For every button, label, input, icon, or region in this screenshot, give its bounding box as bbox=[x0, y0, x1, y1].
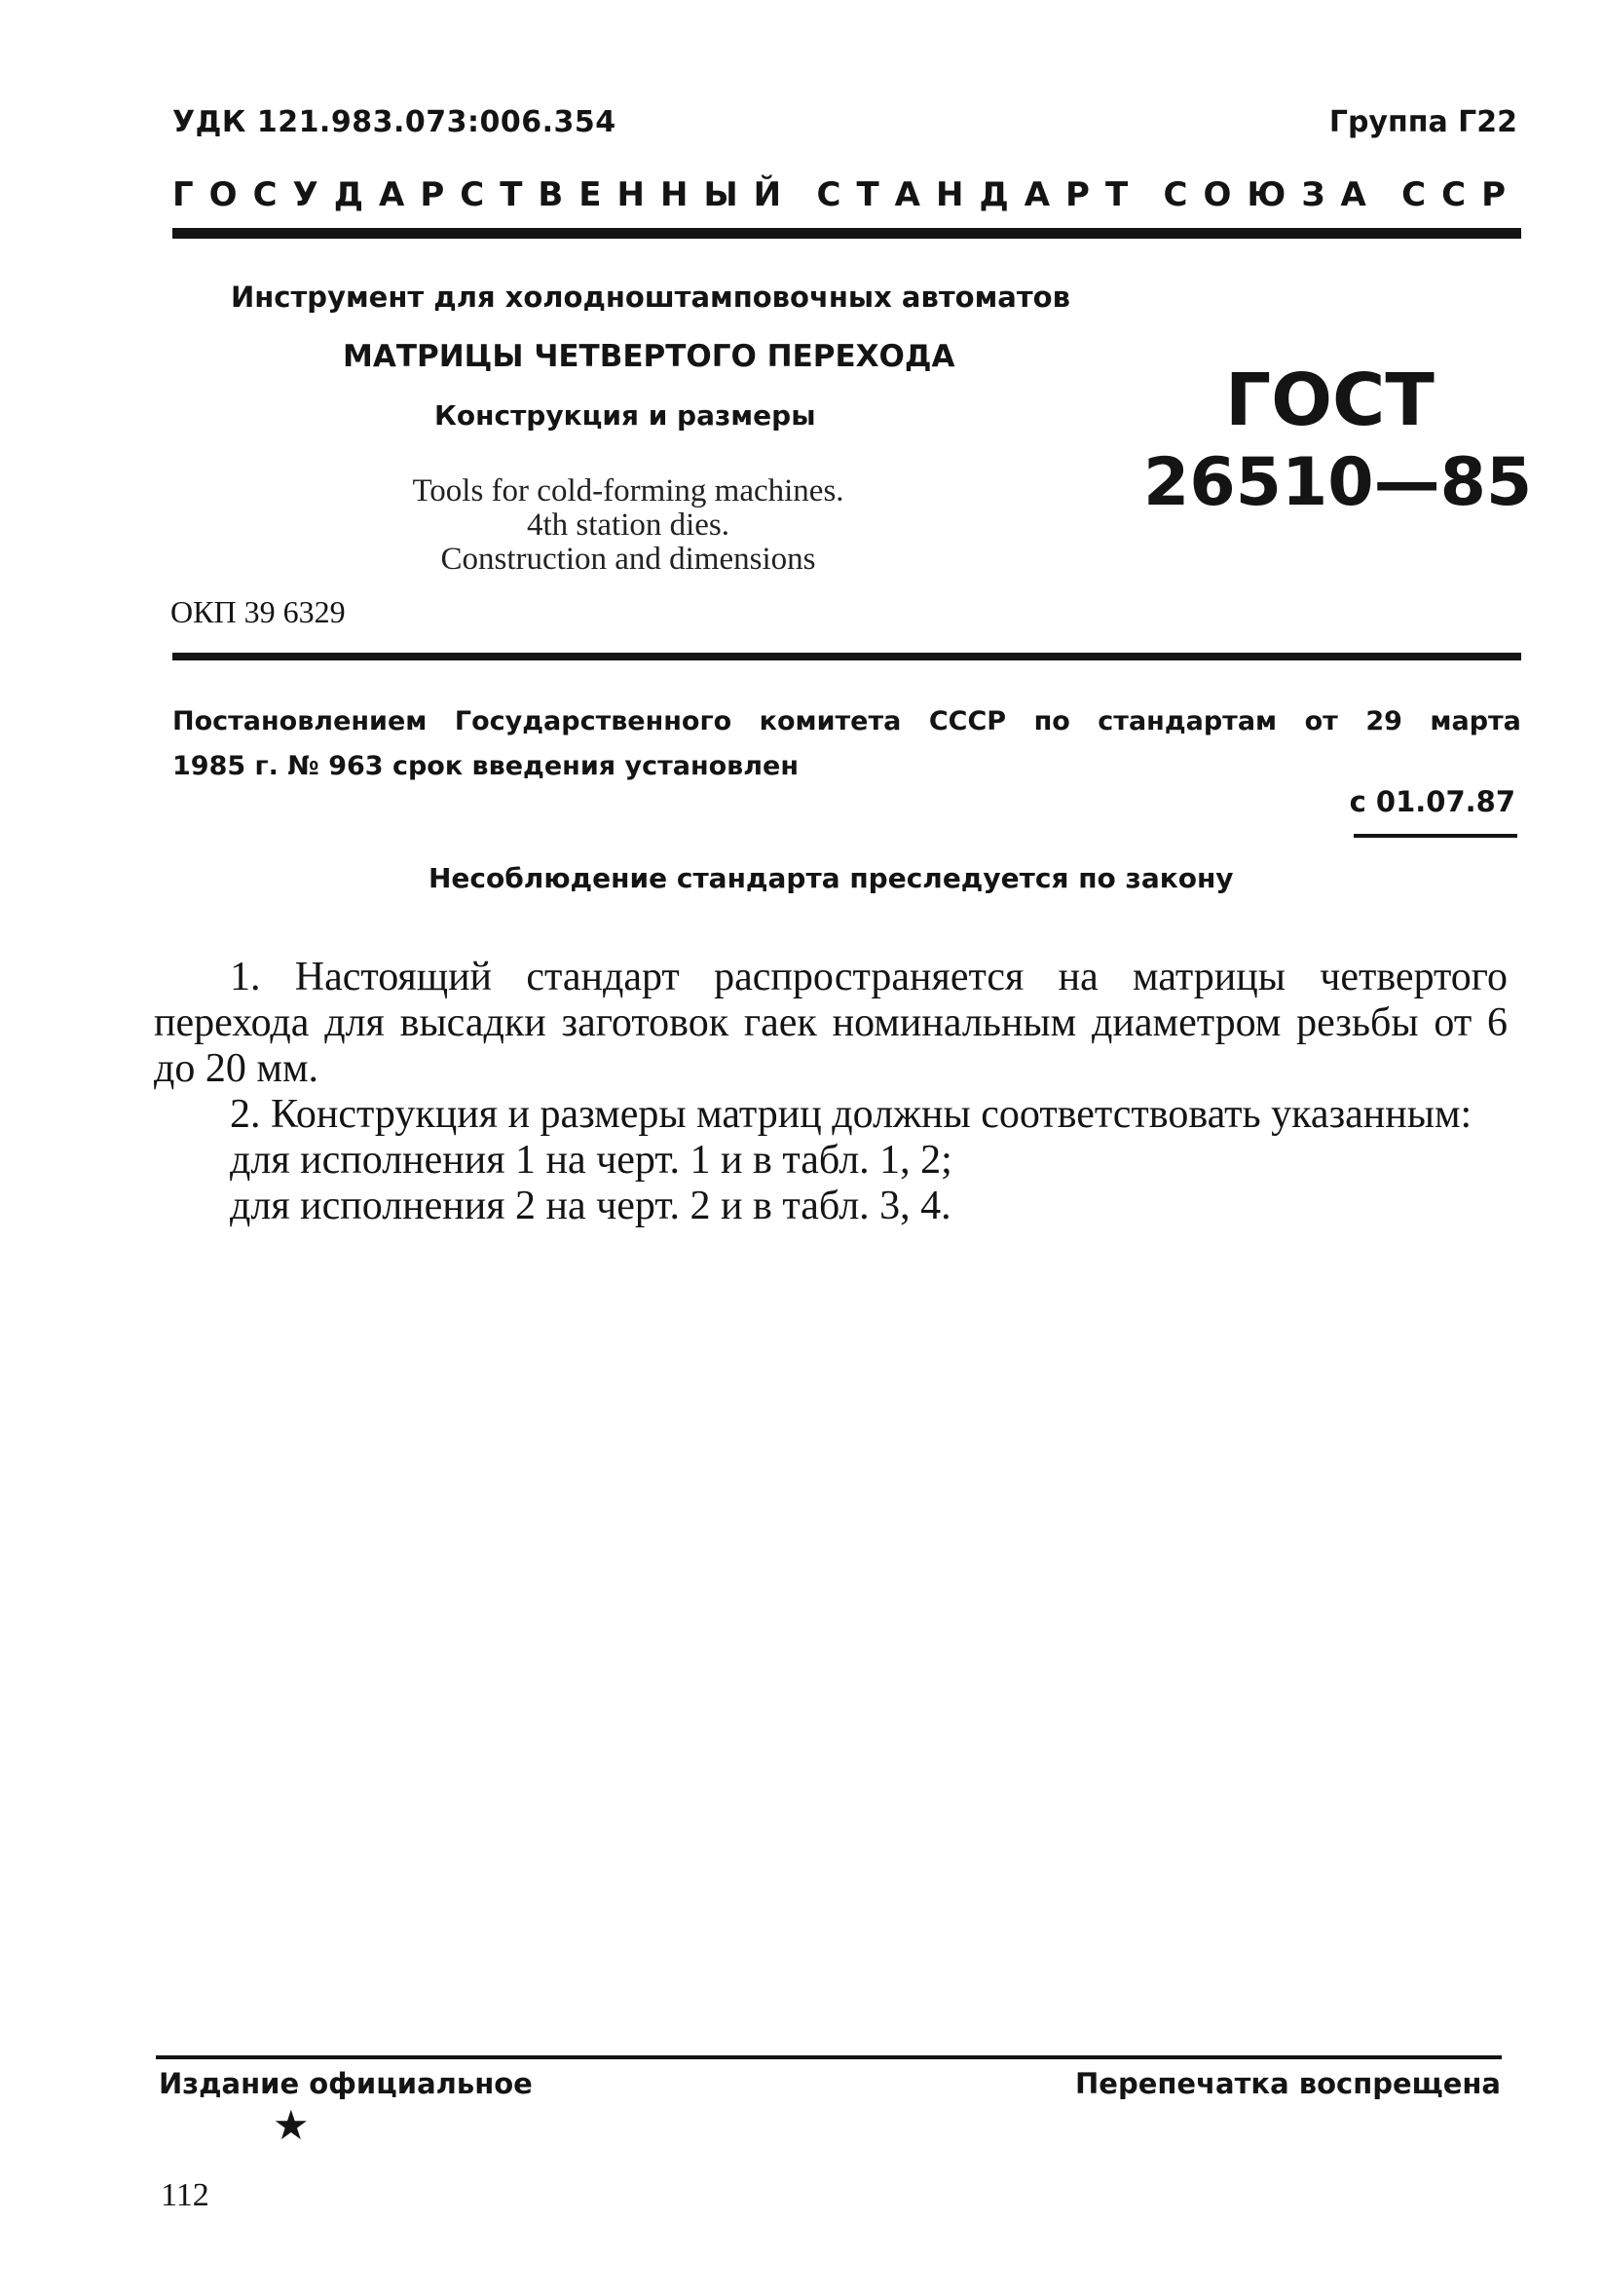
star-icon: ★ bbox=[273, 2104, 310, 2149]
state-standard-banner bbox=[172, 175, 1521, 214]
decree-word: комитета bbox=[759, 706, 902, 736]
udk-code: УДК 121.983.073:006.354 bbox=[172, 105, 616, 139]
banner-word-state: ГОСУДАРСТВЕННЫЙ bbox=[172, 175, 798, 214]
standard-title: МАТРИЦЫ ЧЕТВЕРТОГО ПЕРЕХОДА bbox=[343, 339, 955, 374]
english-title-line: Construction and dimensions bbox=[440, 542, 816, 577]
group-code: Группа Г22 bbox=[1328, 105, 1517, 139]
decree-word: стандартам bbox=[1098, 706, 1278, 736]
top-divider bbox=[172, 228, 1521, 239]
paragraph-2: 2. Конструкция и размеры матриц должны соответствовать указанным: bbox=[230, 1092, 1473, 1137]
banner-word-union: СОЮЗА bbox=[1163, 175, 1382, 214]
banner-word-ussr: ССР bbox=[1401, 175, 1521, 214]
reprint-prohibited-label: Перепечатка воспрещена bbox=[1075, 2067, 1501, 2100]
decree-word: от bbox=[1304, 706, 1338, 736]
middle-divider bbox=[172, 653, 1521, 660]
decree-word: 29 bbox=[1365, 706, 1402, 736]
page-number: 112 bbox=[161, 2177, 209, 2213]
body-text bbox=[154, 955, 1508, 1229]
official-edition-label: Издание официальное bbox=[159, 2067, 533, 2100]
english-title-line: 4th station dies. bbox=[526, 508, 730, 543]
list-item: для исполнения 2 на черт. 2 и в табл. 3, 4. bbox=[230, 1184, 951, 1228]
decree-word: Государственного bbox=[454, 706, 732, 736]
footer-divider bbox=[156, 2055, 1502, 2059]
decree-word: СССР bbox=[928, 706, 1007, 736]
list-item: для исполнения 1 на черт. 1 и в табл. 1, 2; bbox=[230, 1138, 952, 1183]
subject-heading: Инструмент для холодноштамповочных автоматов bbox=[231, 281, 1070, 314]
okp-code: ОКП 39 6329 bbox=[170, 594, 346, 629]
english-title bbox=[346, 474, 911, 577]
decree-line-1 bbox=[172, 699, 1521, 744]
legal-notice: Несоблюдение стандарта преследуется по закону bbox=[429, 862, 1234, 894]
banner-word-standard: СТАНДАРТ bbox=[816, 175, 1144, 214]
english-title-line: Tools for cold-forming machines. bbox=[412, 473, 844, 508]
decree-line-2: 1985 г. № 963 срок введения установлен bbox=[172, 751, 799, 781]
standard-subtitle: Конструкция и размеры bbox=[434, 399, 816, 432]
gost-number: 26510—85 bbox=[1143, 444, 1533, 521]
gost-label: ГОСТ bbox=[1225, 358, 1435, 442]
paragraph-1: 1. Настоящий стандарт распространяется на матрицы четвертого перехода для высадки заготовок гаек номинальным диаметром резьбы от 6 до 20 мм. bbox=[154, 955, 1508, 1091]
effective-date-underline bbox=[1354, 834, 1517, 838]
decree-word: по bbox=[1033, 706, 1070, 736]
decree-word: марта bbox=[1430, 706, 1521, 736]
decree-text bbox=[172, 699, 1521, 789]
effective-date: с 01.07.87 bbox=[1349, 785, 1515, 818]
decree-word: Постановлением bbox=[172, 706, 428, 736]
